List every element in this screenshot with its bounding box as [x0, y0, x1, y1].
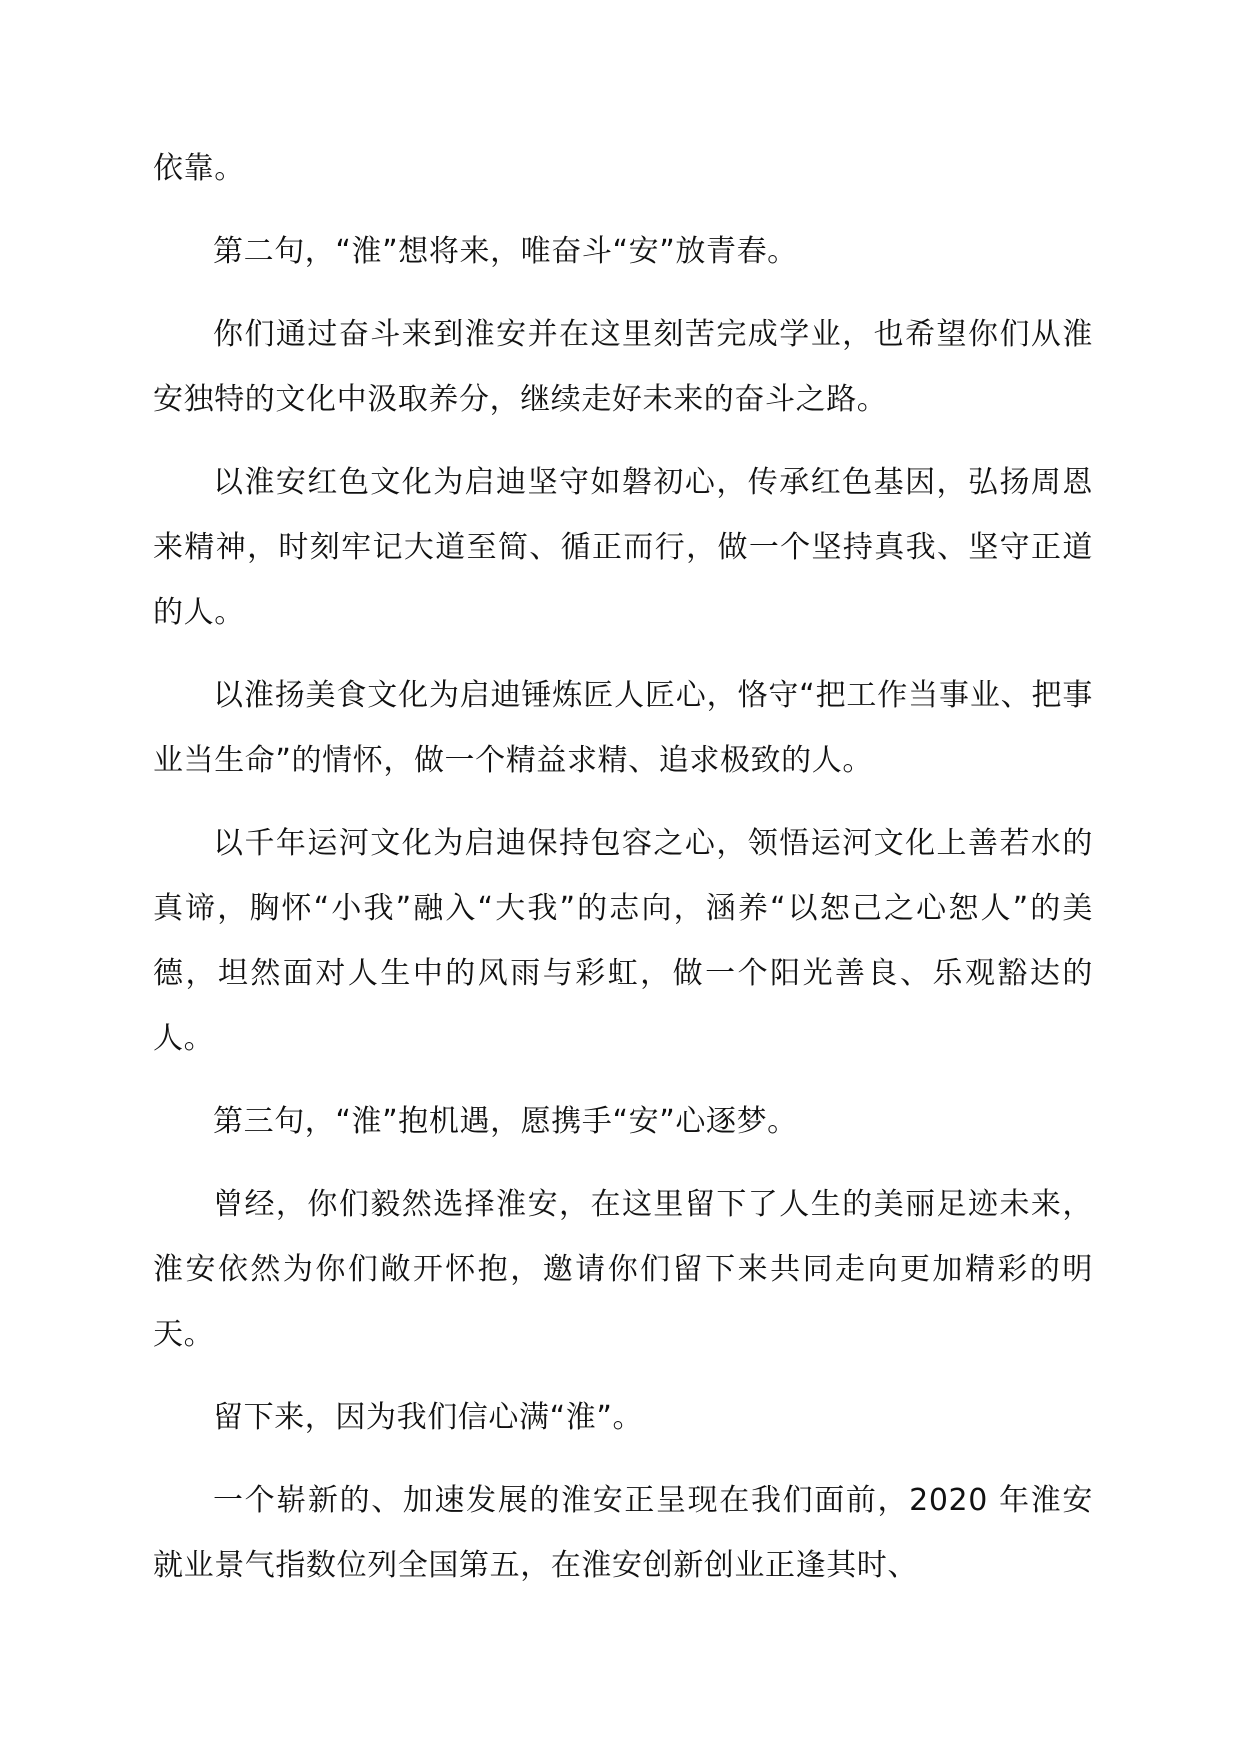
- paragraph: 以千年运河文化为启迪保持包容之心，领悟运河文化上善若水的真谛，胸怀“小我”融入“大我”的志向，涵养“以恕己之心恕人”的美德，坦然面对人生中的风雨与彩虹，做一个阳光善良、乐观豁达的人。: [153, 826, 1093, 1056]
- body-text: [153, 136, 1093, 1616]
- paragraph-heading-third: 第三句，“淮”抱机遇，愿携手“安”心逐梦。: [213, 1104, 798, 1139]
- paragraph: 曾经，你们毅然选择淮安，在这里留下了人生的美丽足迹未来，淮安依然为你们敞开怀抱，邀请你们留下来共同走向更加精彩的明天。: [153, 1187, 1093, 1352]
- paragraph-heading-second: 第二句，“淮”想将来，唯奋斗“安”放青春。: [213, 234, 798, 269]
- paragraph: 以淮安红色文化为启迪坚守如磐初心，传承红色基因，弘扬周恩来精神，时刻牢记大道至简、循正而行，做一个坚持真我、坚守正道的人。: [153, 465, 1093, 630]
- paragraph: 你们通过奋斗来到淮安并在这里刻苦完成学业，也希望你们从淮安独特的文化中汲取养分，继续走好未来的奋斗之路。: [153, 317, 1093, 417]
- paragraph: 留下来，因为我们信心满“淮”。: [213, 1400, 644, 1435]
- paragraph-continuation: 依靠。: [153, 151, 245, 186]
- paragraph: 以淮扬美食文化为启迪锤炼匠人匠心，恪守“把工作当事业、把事业当生命”的情怀，做一个精益求精、追求极致的人。: [153, 678, 1093, 778]
- paragraph: 一个崭新的、加速发展的淮安正呈现在我们面前，2020 年淮安就业景气指数位列全国第五，在淮安创新创业正逢其时、: [153, 1483, 1093, 1583]
